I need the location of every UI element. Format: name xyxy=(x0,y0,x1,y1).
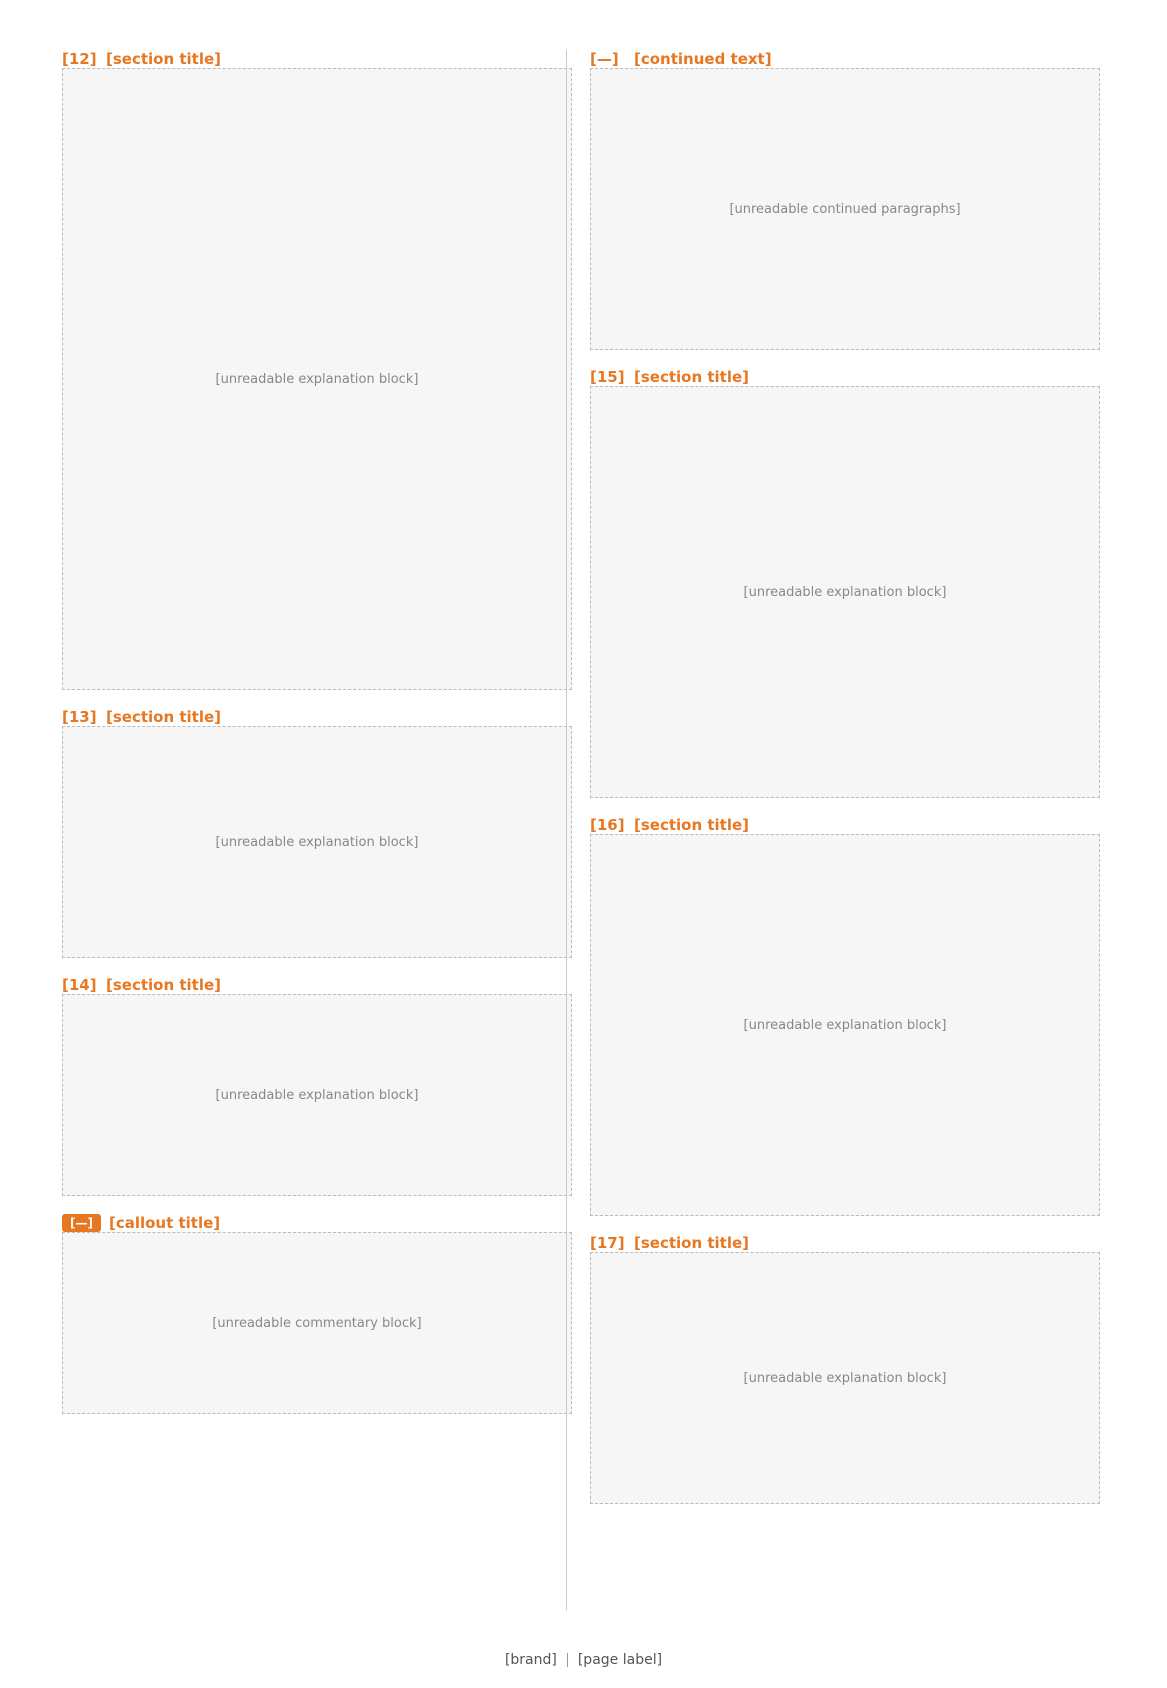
right-column xyxy=(590,50,1100,1504)
answer-title: [continued text] xyxy=(634,50,772,68)
answer-header xyxy=(62,708,572,726)
answer-header xyxy=(590,368,1100,386)
answer-number: [17] xyxy=(590,1234,625,1252)
answer-title: [section title] xyxy=(634,368,750,386)
answer-number: [12] xyxy=(62,50,97,68)
answer-header xyxy=(590,50,1100,68)
answer-header xyxy=(590,816,1100,834)
answer-number: [14] xyxy=(62,976,97,994)
answer-body: [unreadable continued paragraphs] xyxy=(590,68,1100,350)
answer-body: [unreadable explanation block] xyxy=(62,726,572,958)
answer-body: [unreadable explanation block] xyxy=(590,386,1100,798)
column-divider xyxy=(566,50,567,1610)
answer-block xyxy=(62,976,572,1196)
answer-block xyxy=(62,708,572,958)
answer-body: [unreadable explanation block] xyxy=(590,834,1100,1216)
answer-header xyxy=(590,1234,1100,1252)
answer-block xyxy=(590,368,1100,798)
answer-number: [13] xyxy=(62,708,97,726)
answer-title: [section title] xyxy=(634,816,750,834)
answer-title: [section title] xyxy=(106,50,222,68)
callout-block xyxy=(62,1214,572,1414)
callout-header xyxy=(62,1214,572,1232)
footer-separator xyxy=(567,1653,568,1667)
answer-number: [16] xyxy=(590,816,625,834)
answer-block xyxy=(590,1234,1100,1504)
answer-title: [section title] xyxy=(106,708,222,726)
answer-header xyxy=(62,50,572,68)
answer-header xyxy=(62,976,572,994)
callout-body: [unreadable commentary block] xyxy=(62,1232,572,1414)
answer-title: [section title] xyxy=(634,1234,750,1252)
answer-body: [unreadable explanation block] xyxy=(590,1252,1100,1504)
left-column xyxy=(62,50,572,1414)
answer-body: [unreadable explanation block] xyxy=(62,994,572,1196)
footer-brand: [brand] xyxy=(504,1652,557,1668)
answer-block xyxy=(590,816,1100,1216)
answer-body: [unreadable explanation block] xyxy=(62,68,572,690)
callout-title: [callout title] xyxy=(108,1214,221,1232)
answer-block xyxy=(62,50,572,690)
answer-title: [section title] xyxy=(106,976,222,994)
footer-page-label: [page label] xyxy=(577,1652,663,1668)
callout-tag: [—] xyxy=(62,1214,101,1232)
page-footer xyxy=(0,1652,1167,1668)
answer-number: [—] xyxy=(590,50,619,68)
answer-number: [15] xyxy=(590,368,625,386)
answer-block xyxy=(590,50,1100,350)
